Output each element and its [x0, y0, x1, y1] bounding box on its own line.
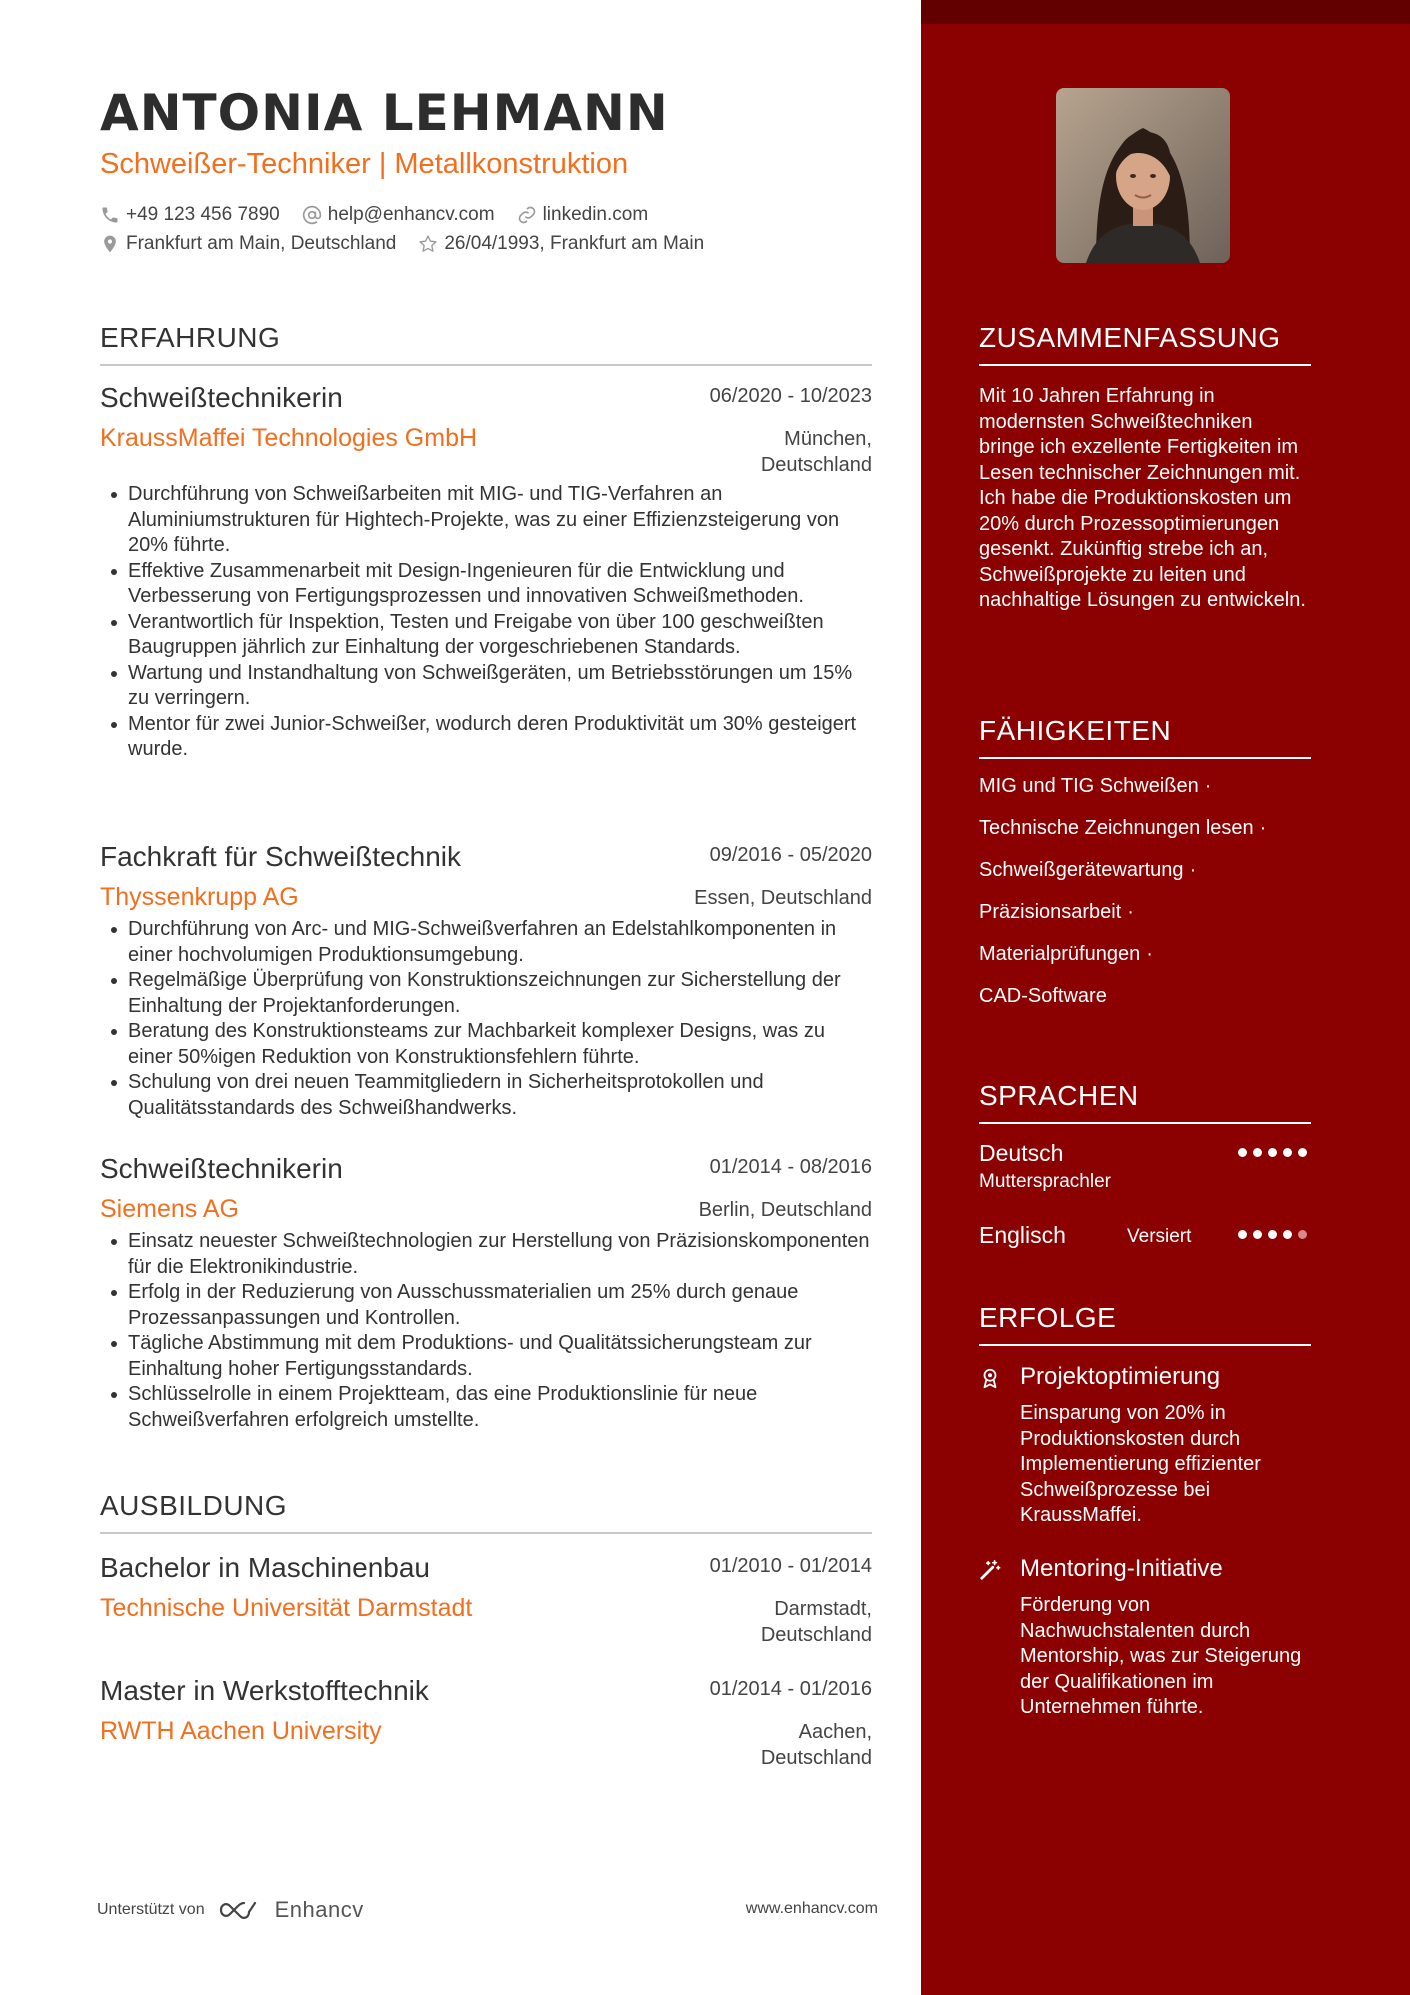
- skill-label: Schweißgerätewartung: [979, 859, 1184, 881]
- skill-label: Materialprüfungen: [979, 943, 1141, 965]
- footer-powered-by[interactable]: [97, 1897, 364, 1923]
- bullet-item: Verantwortlich für Inspektion, Testen und Freigabe von über 100 geschweißten Baugruppen jährlich zur Einhaltung der vorgeschriebenen Standards.: [100, 610, 872, 661]
- school-name: RWTH Aachen University: [100, 1717, 382, 1745]
- achievement-title: Mentoring-Initiative: [1020, 1555, 1223, 1582]
- skills-list: [979, 775, 1311, 1027]
- sidebar-top-band: [921, 0, 1410, 24]
- school-location-line1: Aachen,: [798, 1721, 872, 1743]
- language-rating: [1232, 1148, 1307, 1157]
- bullet-item: Wartung und Instandhaltung von Schweißgeräten, um Betriebsstörungen um 15% zu verringern.: [100, 661, 872, 712]
- skill-label: Präzisionsarbeit: [979, 901, 1122, 923]
- education-entry: [100, 1552, 872, 1654]
- skill-item: [979, 817, 1311, 859]
- rating-dot-empty: [1298, 1230, 1307, 1239]
- summary-section-title: ZUSAMMENFASSUNG: [979, 322, 1311, 366]
- bullet-item: Einsatz neuester Schweißtechnologien zur Herstellung von Präzisionskomponenten für die Elektronikindustrie.: [100, 1229, 872, 1280]
- contact-phone[interactable]: [100, 204, 280, 226]
- achievement-text: Einsparung von 20% in Produktionskosten durch Implementierung effizienter Schweißprozesse bei KraussMaffei.: [1020, 1402, 1261, 1526]
- bullet-item: Durchführung von Arc- und MIG-Schweißverfahren an Edelstahlkomponenten in einer hochvolumigen Produktionsumgebung.: [100, 917, 872, 968]
- contact-row-2: [100, 233, 726, 255]
- rating-dot-filled: [1268, 1230, 1277, 1239]
- skill-item: [979, 985, 1311, 1027]
- job-location-line2: Deutschland: [760, 454, 872, 476]
- profile-photo: [1056, 88, 1230, 263]
- degree-title: Master in Werkstofftechnik: [100, 1675, 429, 1706]
- company-name: Thyssenkrupp AG: [100, 883, 299, 911]
- skill-separator: ·: [1146, 943, 1153, 965]
- language-name: Deutsch: [979, 1140, 1064, 1166]
- footer-url[interactable]: www.enhancv.com: [745, 1900, 878, 1917]
- link-icon: [517, 205, 537, 225]
- school-location-line1: Darmstadt,: [774, 1598, 872, 1620]
- rating-dot-filled: [1253, 1230, 1262, 1239]
- school-location-line2: Deutschland: [760, 1747, 872, 1769]
- job-location: [761, 426, 872, 478]
- job-bullets: [100, 482, 872, 763]
- bullet-item: Erfolg in der Reduzierung von Ausschussmaterialien um 25% durch genaue Prozessanpassungen und Kontrollen.: [100, 1280, 872, 1331]
- job-dates: 01/2014 - 08/2016: [709, 1156, 872, 1178]
- award-icon: [979, 1367, 1001, 1389]
- language-rating: [1232, 1230, 1307, 1239]
- phone-icon: [100, 205, 120, 225]
- bullet-item: Durchführung von Schweißarbeiten mit MIG- und TIG-Verfahren an Aluminiumstrukturen für Hightech-Projekte, was zu einer Effizienzsteigerung von 20% führte.: [100, 482, 872, 559]
- education-dates: 01/2010 - 01/2014: [709, 1555, 872, 1577]
- school-location: [761, 1596, 872, 1648]
- school-location: [761, 1719, 872, 1771]
- language-item: [979, 1222, 1311, 1256]
- achievement-text: Förderung von Nachwuchstalenten durch Mentorship, was zur Steigerung der Qualifikationen im Unternehmen führte.: [1020, 1594, 1302, 1718]
- skill-separator: ·: [1127, 901, 1134, 923]
- powered-by-label: Unterstützt von: [97, 1901, 205, 1918]
- skill-item: [979, 943, 1311, 985]
- rating-dot-filled: [1238, 1230, 1247, 1239]
- job-location-line1: München,: [784, 428, 872, 450]
- contact-row-1: [100, 204, 670, 226]
- skill-item: [979, 775, 1311, 817]
- rating-dot-filled: [1283, 1148, 1292, 1157]
- contact-birth: [418, 233, 704, 255]
- job-title: Schweißtechnikerin: [100, 1153, 343, 1184]
- contact-email[interactable]: [302, 204, 495, 226]
- language-name: Englisch: [979, 1222, 1066, 1248]
- enhancv-brand: Enhancv: [274, 1897, 364, 1922]
- job-location: Essen, Deutschland: [694, 887, 872, 909]
- school-location-line2: Deutschland: [760, 1624, 872, 1646]
- rating-dot-filled: [1298, 1148, 1307, 1157]
- bullet-item: Schulung von drei neuen Teammitgliedern in Sicherheitsprotokollen und Qualitätsstandards des Schweißhandwerks.: [100, 1070, 872, 1121]
- job-title: Schweißtechnikerin: [100, 382, 343, 413]
- bullet-item: Schlüsselrolle in einem Projektteam, das eine Produktionslinie für neue Schweißverfahren erfolgreich umstellte.: [100, 1382, 872, 1433]
- experience-entry: [100, 841, 872, 1121]
- rating-dot-filled: [1253, 1148, 1262, 1157]
- bullet-item: Tägliche Abstimmung mit dem Produktions- und Qualitätssicherungsteam zur Einhaltung hoher Fertigungsstandards.: [100, 1331, 872, 1382]
- job-title: Fachkraft für Schweißtechnik: [100, 841, 462, 872]
- experience-entry: [100, 1153, 872, 1433]
- summary-text: Mit 10 Jahren Erfahrung in modernsten Schweißtechniken bringe ich exzellente Fertigkeiten im Lesen technischer Zeichnungen mit. Ich habe die Produktionskosten um 20% durch Prozessoptimierungen gesenkt. Zukünftig strebe ich an, Schweißprojekte zu leiten und nachhaltige Lösungen zu entwickeln.: [979, 385, 1306, 611]
- job-dates: 09/2016 - 05/2020: [709, 844, 872, 866]
- location-pin-icon: [100, 234, 120, 254]
- location-text: Frankfurt am Main, Deutschland: [126, 233, 397, 254]
- job-bullets: [100, 917, 872, 1121]
- bullet-item: Mentor für zwei Junior-Schweißer, wodurch deren Produktivität um 30% gesteigert wurde.: [100, 712, 872, 763]
- language-item: [979, 1140, 1311, 1200]
- language-level: Muttersprachler: [979, 1171, 1111, 1192]
- job-bullets: [100, 1229, 872, 1433]
- contact-location: [100, 233, 396, 255]
- experience-section-title: ERFAHRUNG: [100, 322, 872, 366]
- skill-item: [979, 901, 1311, 943]
- skill-label: CAD-Software: [979, 985, 1107, 1007]
- language-level: Versiert: [1127, 1226, 1192, 1247]
- candidate-name: ANTONIA LEHMANN: [100, 84, 669, 142]
- job-dates: 06/2020 - 10/2023: [709, 385, 872, 407]
- bullet-item: Effektive Zusammenarbeit mit Design-Ingenieuren für die Entwicklung und Verbesserung von Fertigungsprozessen und innovativen Schweißmethoden.: [100, 559, 872, 610]
- headline: Schweißer-Techniker | Metallkonstruktion: [100, 148, 629, 180]
- magic-wand-icon: [979, 1559, 1001, 1581]
- company-name: Siemens AG: [100, 1195, 239, 1223]
- phone-text: +49 123 456 7890: [126, 204, 280, 225]
- skill-label: MIG und TIG Schweißen: [979, 775, 1199, 797]
- bullet-item: Regelmäßige Überprüfung von Konstruktionszeichnungen zur Sicherstellung der Einhaltung der Projektanforderungen.: [100, 968, 872, 1019]
- languages-section-title: SPRACHEN: [979, 1080, 1311, 1124]
- degree-title: Bachelor in Maschinenbau: [100, 1552, 430, 1583]
- sidebar: [921, 0, 1410, 1995]
- achievement-title: Projektoptimierung: [1020, 1363, 1221, 1390]
- rating-dot-filled: [1238, 1148, 1247, 1157]
- skill-separator: ·: [1189, 859, 1197, 881]
- achievements-section-title: ERFOLGE: [979, 1302, 1311, 1346]
- enhancv-logo-icon: [217, 1898, 265, 1922]
- rating-dot-filled: [1283, 1230, 1292, 1239]
- company-name: KraussMaffei Technologies GmbH: [100, 424, 478, 452]
- experience-entry: [100, 382, 872, 763]
- contact-linkedin[interactable]: [517, 204, 649, 226]
- star-icon: [418, 234, 438, 254]
- job-location: Berlin, Deutschland: [698, 1199, 872, 1221]
- skills-section-title: FÄHIGKEITEN: [979, 715, 1311, 759]
- school-name: Technische Universität Darmstadt: [100, 1594, 473, 1622]
- linkedin-text: linkedin.com: [542, 204, 649, 225]
- email-text: help@enhancv.com: [327, 204, 495, 225]
- education-entry: [100, 1675, 872, 1777]
- skill-separator: ·: [1259, 817, 1267, 839]
- birth-text: 26/04/1993, Frankfurt am Main: [444, 233, 705, 254]
- education-dates: 01/2014 - 01/2016: [709, 1678, 872, 1700]
- skill-label: Technische Zeichnungen lesen: [979, 817, 1254, 839]
- rating-dot-filled: [1268, 1148, 1277, 1157]
- skill-separator: ·: [1204, 775, 1212, 797]
- bullet-item: Beratung des Konstruktionsteams zur Machbarkeit komplexer Designs, was zu einer 50%igen Reduktion von Konstruktionsfehlern führte.: [100, 1019, 872, 1070]
- education-section-title: AUSBILDUNG: [100, 1490, 872, 1534]
- at-icon: [302, 205, 322, 225]
- skill-item: [979, 859, 1311, 901]
